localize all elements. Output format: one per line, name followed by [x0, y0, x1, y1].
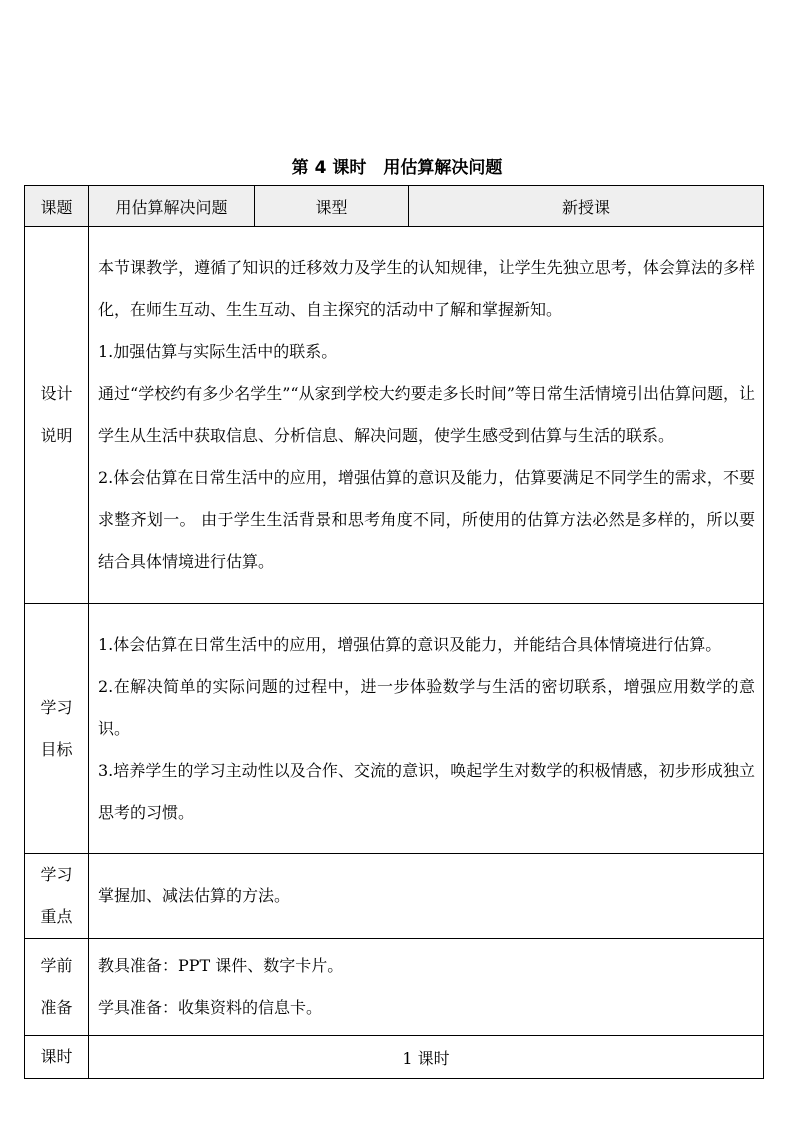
- prep-row: [25, 939, 764, 1036]
- focus-content: [89, 854, 764, 939]
- design-content: [89, 227, 764, 604]
- teacher-prep: 教具准备：PPT 课件、数字卡片。: [98, 956, 344, 975]
- hours-label: 课时: [25, 1036, 89, 1079]
- topic-value: 用估算解决问题: [89, 186, 255, 227]
- student-prep: 学具准备：收集资料的信息卡。: [98, 998, 323, 1017]
- design-paragraph: 通过“学校约有多少名学生”“从家到学校大约要走多长时间”等日常生活情境引出估算问题，让学生从生活中获取信息、分析信息、解决问题，使学生感受到估算与生活的联系。: [98, 384, 755, 445]
- prep-label-line2: 准备: [40, 998, 73, 1017]
- prep-content: [89, 939, 764, 1036]
- type-label: 课型: [255, 186, 409, 227]
- type-value: 新授课: [409, 186, 764, 227]
- focus-label-line2: 重点: [40, 907, 73, 926]
- header-row: [25, 186, 764, 227]
- page-title: 第 4 课时 用估算解决问题: [291, 158, 503, 178]
- goals-content: [89, 604, 764, 854]
- hours-row: [25, 1036, 764, 1079]
- hours-value: 1 课时: [89, 1036, 764, 1079]
- design-row: [25, 227, 764, 604]
- focus-label-line1: 学习: [40, 865, 73, 884]
- goal-item: 2.在解决简单的实际问题的过程中，进一步体验数学与生活的密切联系，增强应用数学的意识。: [98, 676, 755, 738]
- goals-row: [25, 604, 764, 854]
- focus-text: 掌握加、减法估算的方法。: [98, 886, 291, 905]
- focus-row: [25, 854, 764, 939]
- focus-label: [25, 854, 89, 939]
- prep-label-line1: 学前: [40, 956, 73, 975]
- topic-label: 课题: [25, 186, 89, 227]
- goal-item: 3.培养学生的学习主动性以及合作、交流的意识，唤起学生对数学的积极情感，初步形成独立思考的习惯。: [98, 760, 755, 822]
- goals-label-line1: 学习: [40, 697, 73, 717]
- prep-label: [25, 939, 89, 1036]
- design-label-line2: 说明: [40, 426, 73, 445]
- design-label-line1: 设计: [40, 384, 73, 403]
- design-paragraph: 2.体会估算在日常生活中的应用，增强估算的意识及能力，估算要满足不同学生的需求，不要求整齐划一。 由于学生生活背景和思考角度不同，所使用的估算方法必然是多样的，所以要结合具体情境进行估算。: [98, 468, 755, 571]
- lesson-plan-table: [24, 185, 764, 1079]
- goal-item: 1.体会估算在日常生活中的应用，增强估算的意识及能力，并能结合具体情境进行估算。: [98, 634, 722, 654]
- design-paragraph: 1.加强估算与实际生活中的联系。: [98, 342, 338, 361]
- design-label: [25, 227, 89, 604]
- goals-label-line2: 目标: [40, 739, 73, 759]
- goals-label: [25, 604, 89, 854]
- design-paragraph: 本节课教学，遵循了知识的迁移效力及学生的认知规律，让学生先独立思考，体会算法的多样化，在师生互动、生生互动、自主探究的活动中了解和掌握新知。: [98, 258, 755, 319]
